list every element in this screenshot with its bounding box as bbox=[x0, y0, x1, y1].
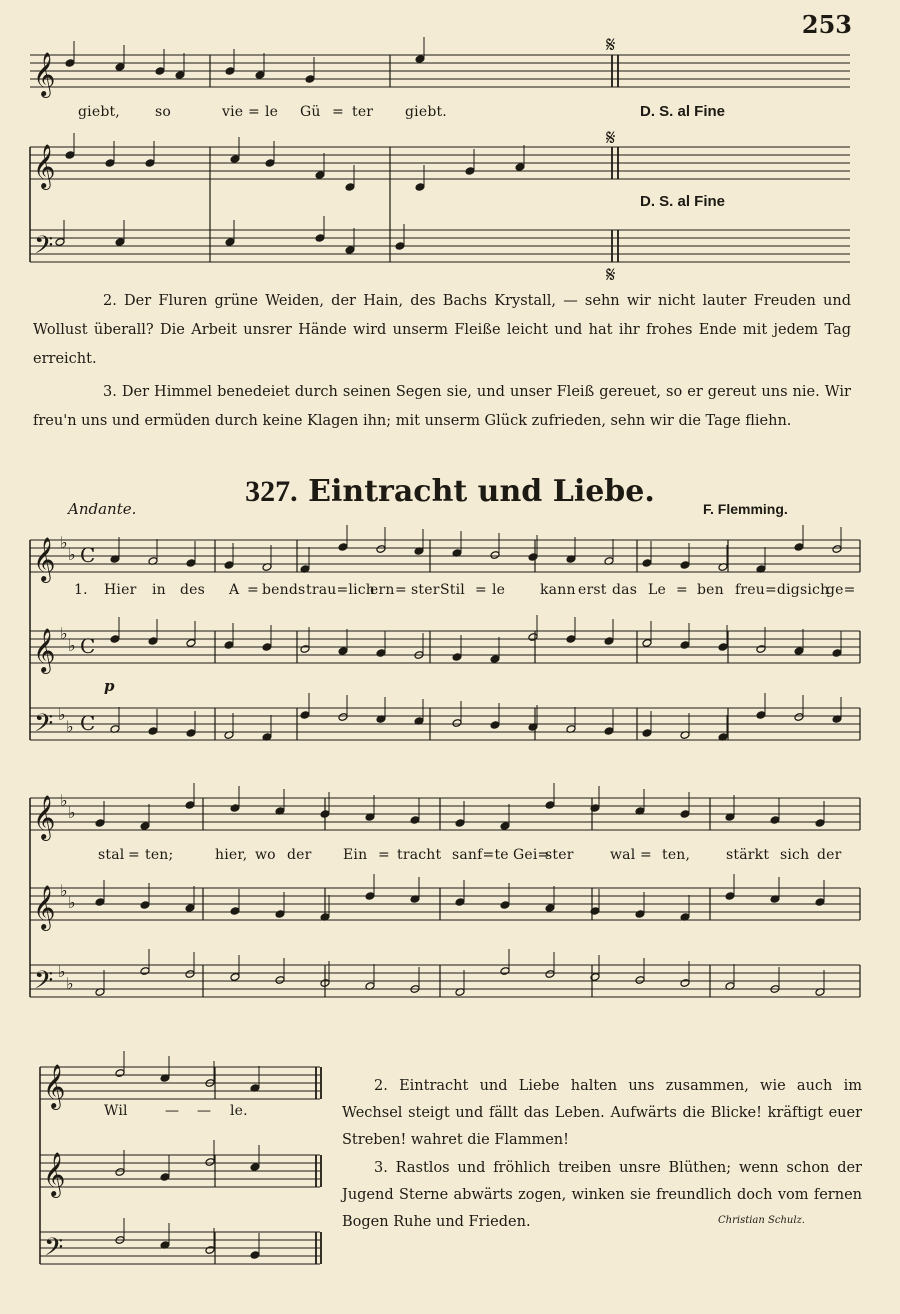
lyric-line2-16: sich bbox=[780, 847, 810, 863]
svg-text:♭: ♭ bbox=[60, 791, 68, 810]
last-staff-voice bbox=[40, 1067, 320, 1099]
song-staff-888 bbox=[30, 888, 860, 920]
top-lyric-3: vie bbox=[222, 104, 244, 120]
svg-text:C: C bbox=[80, 634, 96, 658]
song-staff-540 bbox=[30, 540, 860, 572]
svg-text:𝄞: 𝄞 bbox=[33, 885, 56, 929]
svg-text:♭: ♭ bbox=[68, 803, 76, 822]
top-staff-voice bbox=[30, 55, 850, 87]
top-lyric-1: giebt, bbox=[78, 104, 120, 120]
lyric-line1-13: le bbox=[492, 582, 506, 598]
lyric-line1-12: = bbox=[475, 582, 487, 598]
lyric-line2-12: wal bbox=[610, 847, 636, 863]
top-staff-bass bbox=[30, 230, 850, 262]
svg-text:♭: ♭ bbox=[68, 893, 76, 912]
lyric-line1-14: kann bbox=[540, 582, 576, 598]
top-lyric-9: giebt. bbox=[405, 104, 447, 120]
page-number: 253 bbox=[801, 10, 852, 39]
lyric-line1-1: Hier bbox=[104, 582, 137, 598]
svg-text:𝄋: 𝄋 bbox=[606, 126, 616, 151]
svg-text:♭: ♭ bbox=[58, 962, 66, 981]
svg-text:C: C bbox=[80, 711, 96, 735]
song-title-text: Eintracht und Liebe. bbox=[308, 474, 655, 509]
lyric-line3-2: — bbox=[197, 1103, 212, 1119]
lyric-line2-13: = bbox=[640, 847, 652, 863]
svg-text:♭: ♭ bbox=[60, 624, 68, 643]
lyric-line1-18: = bbox=[676, 582, 688, 598]
poet-credit: Christian Schulz. bbox=[718, 1215, 805, 1226]
svg-text:𝄞: 𝄞 bbox=[43, 1152, 66, 1196]
song-staff-965 bbox=[30, 965, 860, 997]
lyric-line1-20: freu=dig bbox=[735, 582, 800, 598]
svg-text:𝄞: 𝄞 bbox=[33, 795, 56, 839]
svg-text:♭: ♭ bbox=[68, 545, 76, 564]
song-verse-2: 2. Eintracht und Liebe halten uns zusammen, wie auch im Wechsel steigt und fällt das Leben. Aufwärts die Blicke! kräftigt euer Streben! wahret die Flammen! bbox=[342, 1078, 862, 1148]
lyric-line1-8: ern bbox=[370, 582, 395, 598]
lyric-line1-10: ster bbox=[411, 582, 440, 598]
svg-text:𝄞: 𝄞 bbox=[33, 144, 56, 188]
composer: F. Flemming. bbox=[703, 501, 788, 517]
ds-al-fine-2: D. S. al Fine bbox=[640, 193, 726, 210]
svg-text:♭: ♭ bbox=[60, 533, 68, 552]
lyric-line1-11: Stil bbox=[440, 582, 465, 598]
dynamic-marking: p bbox=[104, 677, 115, 695]
song-staff-631 bbox=[30, 631, 860, 663]
lyric-line2-6: Ein bbox=[343, 847, 368, 863]
last-staff-bass bbox=[40, 1232, 320, 1264]
lyric-line1-0: 1. bbox=[74, 582, 88, 598]
svg-text:𝄋: 𝄋 bbox=[606, 33, 616, 58]
lyric-line2-2: ten; bbox=[145, 847, 174, 863]
lyric-line1-4: A bbox=[229, 582, 240, 598]
svg-text:C: C bbox=[80, 543, 96, 567]
top-lyric-2: so bbox=[155, 104, 172, 120]
svg-text:𝄢: 𝄢 bbox=[34, 966, 54, 1001]
top-lyric-6: Gü bbox=[300, 104, 321, 120]
lyric-line1-19: ben bbox=[697, 582, 724, 598]
svg-text:𝄢: 𝄢 bbox=[34, 231, 54, 266]
svg-text:𝄢: 𝄢 bbox=[44, 1233, 64, 1268]
lyric-line1-9: = bbox=[395, 582, 407, 598]
lyric-line2-15: stärkt bbox=[726, 847, 770, 863]
svg-text:𝄋: 𝄋 bbox=[606, 263, 616, 288]
lyric-line2-11: ster bbox=[545, 847, 574, 863]
lyric-line2-5: der bbox=[287, 847, 312, 863]
tempo-marking: Andante. bbox=[68, 500, 137, 518]
lyric-line2-14: ten, bbox=[662, 847, 691, 863]
lyric-line3-3: le. bbox=[230, 1103, 248, 1119]
top-lyric-8: ter bbox=[352, 104, 374, 120]
lyric-line2-4: wo bbox=[255, 847, 276, 863]
song-staff-708 bbox=[30, 708, 860, 740]
lyric-line2-17: der bbox=[817, 847, 842, 863]
lyric-line1-21: sich bbox=[800, 582, 830, 598]
lyric-line2-3: hier, bbox=[215, 847, 248, 863]
lyric-line2-10: Gei= bbox=[513, 847, 550, 863]
lyric-line1-3: des bbox=[180, 582, 206, 598]
svg-text:𝄞: 𝄞 bbox=[43, 1064, 66, 1108]
svg-text:𝄢: 𝄢 bbox=[34, 709, 54, 744]
lyric-line1-17: Le bbox=[648, 582, 666, 598]
svg-text:𝄞: 𝄞 bbox=[33, 537, 56, 581]
top-lyric-5: le bbox=[265, 104, 279, 120]
lyric-line1-7: trau=lich bbox=[306, 582, 376, 598]
prev-verse-3: 3. Der Himmel benedeiet durch seinen Segen sie, und unser Fleiß gereuet, so er gereut uns nie. Wir freu'n uns und ermüden durch keine Klagen ihn; mit unserm Glück zufrieden, sehn wir die Tage fliehn. bbox=[33, 384, 851, 429]
svg-text:♭: ♭ bbox=[60, 881, 68, 900]
song-number: 327. bbox=[245, 475, 298, 508]
lyric-line2-7: = bbox=[378, 847, 390, 863]
prev-verse-2: 2. Der Fluren grüne Weiden, der Hain, des Bachs Krystall, — sehn wir nicht lauter Freuden und Wollust überall? Die Arbeit unsrer Hände wird unserm Fleiße leicht und hat ihr frohes Ende mit jedem Tag erreicht. bbox=[33, 293, 851, 367]
lyric-line1-6: bends bbox=[262, 582, 306, 598]
song-staff-798 bbox=[30, 798, 860, 830]
ds-al-fine-1: D. S. al Fine bbox=[640, 103, 726, 120]
last-staff-treble bbox=[40, 1155, 320, 1187]
lyric-line1-2: in bbox=[152, 582, 166, 598]
svg-text:♭: ♭ bbox=[66, 717, 74, 736]
lyric-line2-1: = bbox=[128, 847, 140, 863]
top-lyric-7: = bbox=[332, 104, 344, 120]
lyric-line1-16: das bbox=[612, 582, 638, 598]
lyric-line1-5: = bbox=[247, 582, 259, 598]
lyric-line1-15: erst bbox=[578, 582, 607, 598]
lyric-line3-0: Wil bbox=[104, 1103, 128, 1119]
svg-text:♭: ♭ bbox=[66, 974, 74, 993]
lyric-line2-9: sanf=te bbox=[452, 847, 509, 863]
svg-text:𝄞: 𝄞 bbox=[33, 628, 56, 672]
song-verse-3: 3. Rastlos und fröhlich treiben unsre Blüthen; wenn schon der Jugend Sterne abwärts zogen, winken sie freundlich doch vom fernen Bogen Ruhe und Frieden. bbox=[342, 1160, 862, 1230]
lyric-line2-8: tracht bbox=[397, 847, 442, 863]
top-lyric-4: = bbox=[248, 104, 260, 120]
lyric-line2-0: stal bbox=[98, 847, 125, 863]
svg-text:♭: ♭ bbox=[58, 705, 66, 724]
svg-text:𝄞: 𝄞 bbox=[33, 52, 56, 96]
lyric-line3-1: — bbox=[165, 1103, 180, 1119]
lyric-line1-22: ge= bbox=[826, 582, 856, 598]
svg-text:♭: ♭ bbox=[68, 636, 76, 655]
